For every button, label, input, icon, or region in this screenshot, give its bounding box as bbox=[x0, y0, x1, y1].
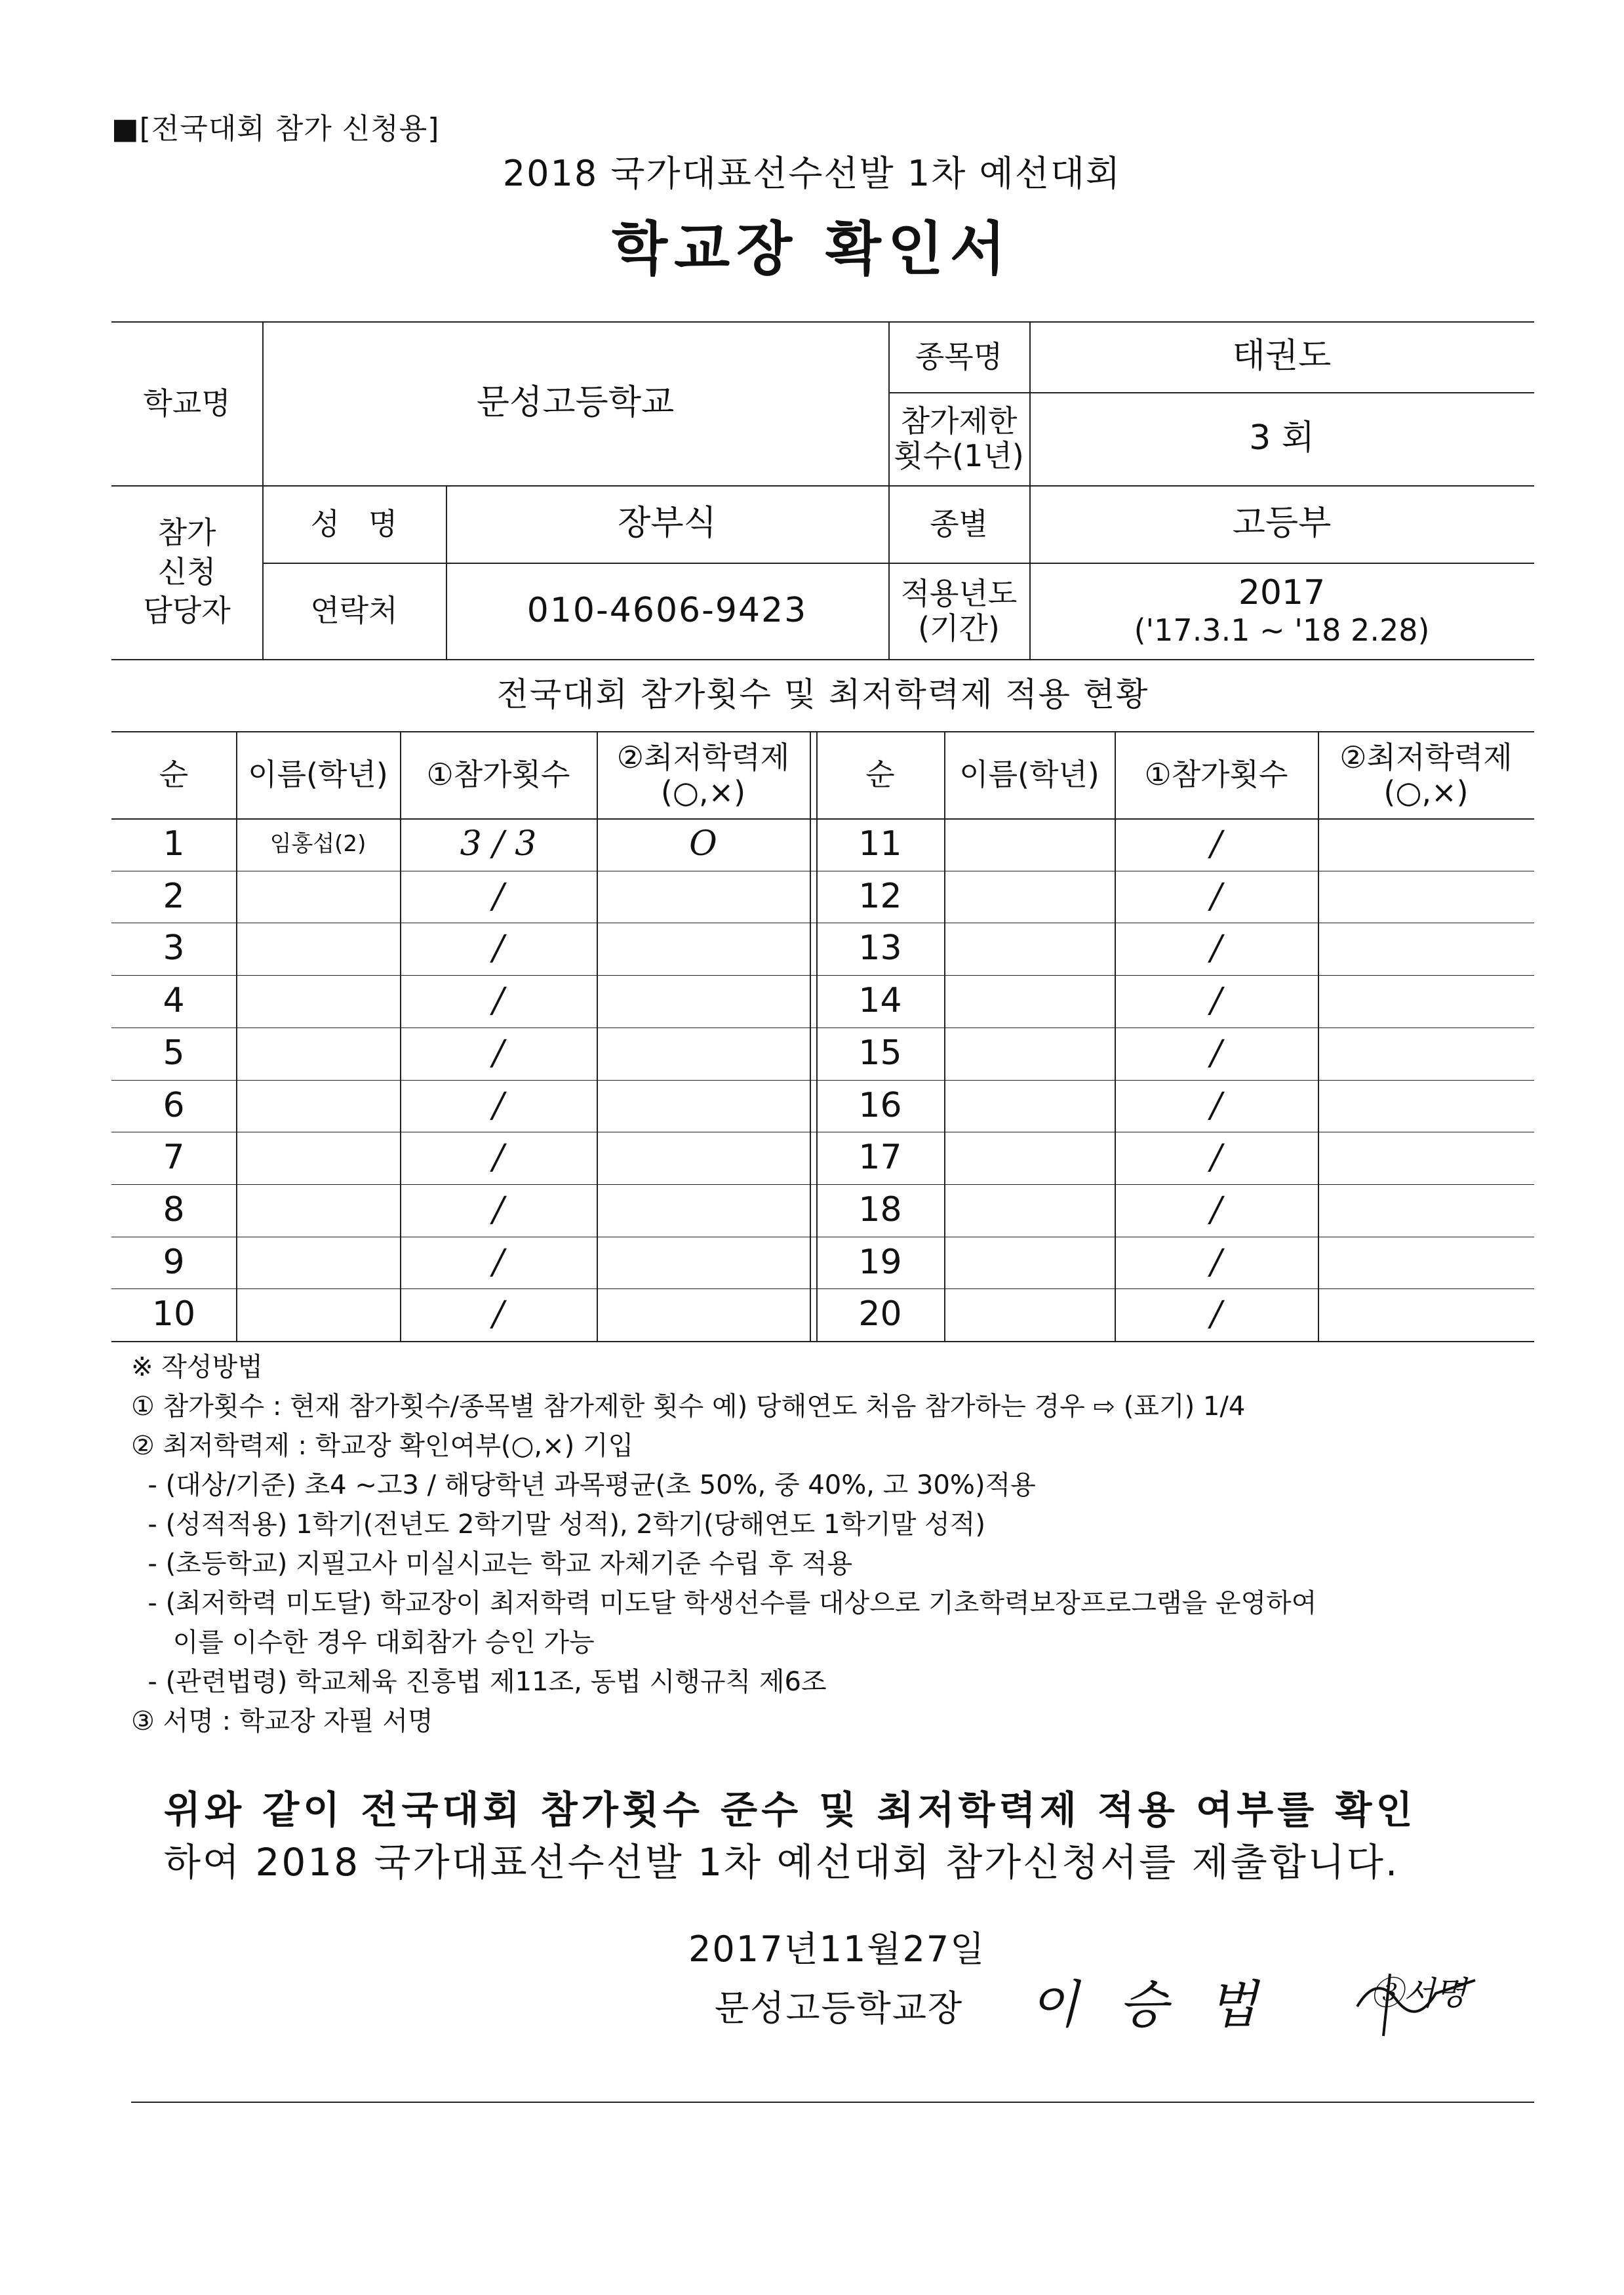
row-min-standard bbox=[1318, 1288, 1534, 1341]
row-min-standard bbox=[1318, 871, 1534, 923]
applicant-label: 참가 신청 담당자 bbox=[143, 514, 231, 629]
row-min-standard bbox=[597, 923, 810, 975]
row-min-standard bbox=[597, 871, 810, 923]
year-label: 적용년도 (기간) bbox=[900, 575, 1018, 646]
row-count: / bbox=[492, 1294, 504, 1334]
row-number: 16 bbox=[858, 1086, 902, 1126]
row-count: / bbox=[492, 928, 504, 968]
row-count: / bbox=[1210, 1294, 1222, 1334]
bottom-rule bbox=[131, 2102, 1534, 2103]
note-line: - (성적적용) 1학기(전년도 2학기말 성적), 2학기(당해연도 1학기말 성적) bbox=[131, 1509, 986, 1540]
form-title: 학교장 확인서 bbox=[612, 215, 1012, 283]
note-line: ③ 서명 : 학교장 자필 서명 bbox=[131, 1706, 433, 1736]
row-count: / bbox=[1210, 1086, 1222, 1126]
row-name: 임홍섭(2) bbox=[269, 831, 366, 858]
row-min-standard bbox=[1318, 1028, 1534, 1080]
row-number: 7 bbox=[163, 1138, 185, 1178]
row-count: / bbox=[492, 1033, 504, 1073]
row-number: 15 bbox=[858, 1033, 902, 1073]
row-number: 3 bbox=[163, 928, 185, 968]
instructions bbox=[131, 1347, 1317, 1741]
row-min-standard bbox=[1318, 818, 1534, 871]
contact-value: 010-4606-9423 bbox=[526, 590, 808, 630]
row-number: 1 bbox=[163, 824, 185, 864]
row-name bbox=[236, 923, 400, 975]
col-count-right: ①참가횟수 bbox=[1144, 757, 1288, 793]
row-min-standard: O bbox=[689, 824, 717, 864]
row-number: 5 bbox=[163, 1033, 185, 1073]
row-number: 20 bbox=[858, 1294, 902, 1334]
row-number: 4 bbox=[163, 981, 185, 1021]
row-min-standard bbox=[1318, 923, 1534, 975]
row-min-standard bbox=[1318, 1080, 1534, 1132]
row-count: / bbox=[1210, 1190, 1222, 1230]
row-name bbox=[944, 1288, 1115, 1341]
school-label: 학교명 bbox=[143, 385, 231, 421]
signer-title: 문성고등학교장 bbox=[715, 1987, 964, 2029]
row-number: 14 bbox=[858, 981, 902, 1021]
row-number: 6 bbox=[163, 1086, 185, 1126]
year-value: 2017 ('17.3.1 ~ '18 2.28) bbox=[1134, 573, 1430, 648]
name-value: 장부식 bbox=[618, 504, 717, 544]
row-count: / bbox=[1210, 1243, 1222, 1283]
row-name bbox=[236, 1288, 400, 1341]
col-no-right: 순 bbox=[865, 757, 895, 793]
principal-signature: 이 승 법 bbox=[1029, 1976, 1269, 2035]
row-number: 12 bbox=[858, 877, 902, 917]
closing-line-2: 하여 2018 국가대표선수선발 1차 예선대회 참가신청서를 제출합니다. bbox=[164, 1840, 1400, 1885]
row-name bbox=[236, 1132, 400, 1184]
note-line: 이를 이수한 경우 대회참가 승인 가능 bbox=[131, 1627, 595, 1658]
row-number: 10 bbox=[151, 1294, 196, 1334]
row-min-standard bbox=[597, 975, 810, 1028]
row-count: / bbox=[1210, 1033, 1222, 1073]
name-label: 성 명 bbox=[310, 506, 398, 542]
row-name bbox=[944, 1028, 1115, 1080]
sport-value: 태권도 bbox=[1232, 336, 1332, 376]
row-number: 19 bbox=[858, 1243, 902, 1283]
status-title: 전국대회 참가횟수 및 최저학력제 적용 현황 bbox=[496, 675, 1149, 714]
row-count: / bbox=[1210, 928, 1222, 968]
row-name bbox=[236, 871, 400, 923]
school-value: 문성고등학교 bbox=[476, 383, 675, 423]
row-count: / bbox=[1210, 824, 1222, 864]
row-min-standard bbox=[597, 1132, 810, 1184]
col-name-left: 이름(학년) bbox=[248, 757, 388, 793]
note-line: - (초등학교) 지필고사 미실시교는 학교 자체기준 수립 후 적용 bbox=[131, 1549, 853, 1579]
note-line: - (대상/기준) 초4 ~고3 / 해당학년 과목평균(초 50%, 중 40%, 고 30%)적용 bbox=[131, 1470, 1036, 1500]
row-min-standard bbox=[597, 1080, 810, 1132]
submission-date: 2017년11월27일 bbox=[688, 1928, 986, 1970]
note-line: - (관련법령) 학교체육 진흥법 제11조, 동법 시행규칙 제6조 bbox=[131, 1667, 827, 1697]
row-count: / bbox=[492, 1138, 504, 1178]
division-value: 고등부 bbox=[1232, 504, 1332, 544]
row-name bbox=[944, 871, 1115, 923]
row-min-standard bbox=[1318, 1184, 1534, 1237]
row-min-standard bbox=[597, 1184, 810, 1237]
note-line: ※ 작성방법 bbox=[131, 1352, 263, 1382]
row-number: 11 bbox=[858, 824, 902, 864]
row-name bbox=[236, 1028, 400, 1080]
row-count: / bbox=[1210, 1138, 1222, 1178]
signature-seal: ③서명 bbox=[1351, 1961, 1482, 2039]
row-name bbox=[236, 1184, 400, 1237]
row-min-standard bbox=[1318, 975, 1534, 1028]
row-count: / bbox=[492, 1243, 504, 1283]
row-name bbox=[944, 1184, 1115, 1237]
col-name-right: 이름(학년) bbox=[959, 757, 1099, 793]
row-min-standard bbox=[1318, 1237, 1534, 1289]
form-subtitle: 2018 국가대표선수선발 1차 예선대회 bbox=[502, 153, 1122, 194]
row-name bbox=[944, 1080, 1115, 1132]
row-count: / bbox=[492, 877, 504, 917]
row-min-standard bbox=[1318, 1132, 1534, 1184]
row-count: / bbox=[492, 1086, 504, 1126]
row-number: 2 bbox=[163, 877, 185, 917]
row-number: 8 bbox=[163, 1190, 185, 1230]
row-number: 9 bbox=[163, 1243, 185, 1283]
row-min-standard bbox=[597, 1028, 810, 1080]
row-name bbox=[944, 975, 1115, 1028]
col-min-left: ②최저학력제 (○,×) bbox=[616, 739, 790, 810]
note-line: - (최저학력 미도달) 학교장이 최저학력 미도달 학생선수를 대상으로 기초학력보장프로그램을 운영하여 bbox=[131, 1588, 1317, 1618]
row-name bbox=[236, 1080, 400, 1132]
row-count: 3 / 3 bbox=[460, 824, 537, 864]
row-min-standard bbox=[597, 1237, 810, 1289]
signature-scribble-icon bbox=[1351, 1961, 1482, 2039]
row-name bbox=[944, 818, 1115, 871]
row-number: 17 bbox=[858, 1138, 902, 1178]
row-count: / bbox=[1210, 877, 1222, 917]
form-tag: ■[전국대회 참가 신청용] bbox=[111, 112, 440, 146]
contact-label: 연락처 bbox=[310, 593, 398, 629]
sport-label: 종목명 bbox=[915, 338, 1003, 374]
col-count-left: ①참가횟수 bbox=[426, 757, 570, 793]
row-count: / bbox=[492, 1190, 504, 1230]
row-name bbox=[236, 975, 400, 1028]
note-line: ① 참가횟수 : 현재 참가횟수/종목별 참가제한 횟수 예) 당해연도 처음 참가하는 경우 ⇨ (표기) 1/4 bbox=[131, 1391, 1246, 1422]
row-count: / bbox=[492, 981, 504, 1021]
row-name bbox=[236, 1237, 400, 1289]
col-min-right: ②최저학력제 (○,×) bbox=[1339, 739, 1513, 810]
note-line: ② 최저학력제 : 학교장 확인여부(○,×) 기입 bbox=[131, 1431, 634, 1461]
row-name bbox=[944, 1237, 1115, 1289]
division-label: 종별 bbox=[930, 506, 988, 542]
row-number: 13 bbox=[858, 928, 902, 968]
col-no-left: 순 bbox=[159, 757, 189, 793]
closing-statement bbox=[164, 1784, 1417, 1888]
limit-label: 참가제한 횟수(1년) bbox=[894, 403, 1024, 473]
row-name bbox=[944, 1132, 1115, 1184]
row-name bbox=[944, 923, 1115, 975]
closing-line-1: 위와 같이 전국대회 참가횟수 준수 및 최저학력제 적용 여부를 확인 bbox=[164, 1787, 1417, 1832]
row-min-standard bbox=[597, 1288, 810, 1341]
limit-value: 3 회 bbox=[1249, 418, 1315, 458]
row-count: / bbox=[1210, 981, 1222, 1021]
row-number: 18 bbox=[858, 1190, 902, 1230]
